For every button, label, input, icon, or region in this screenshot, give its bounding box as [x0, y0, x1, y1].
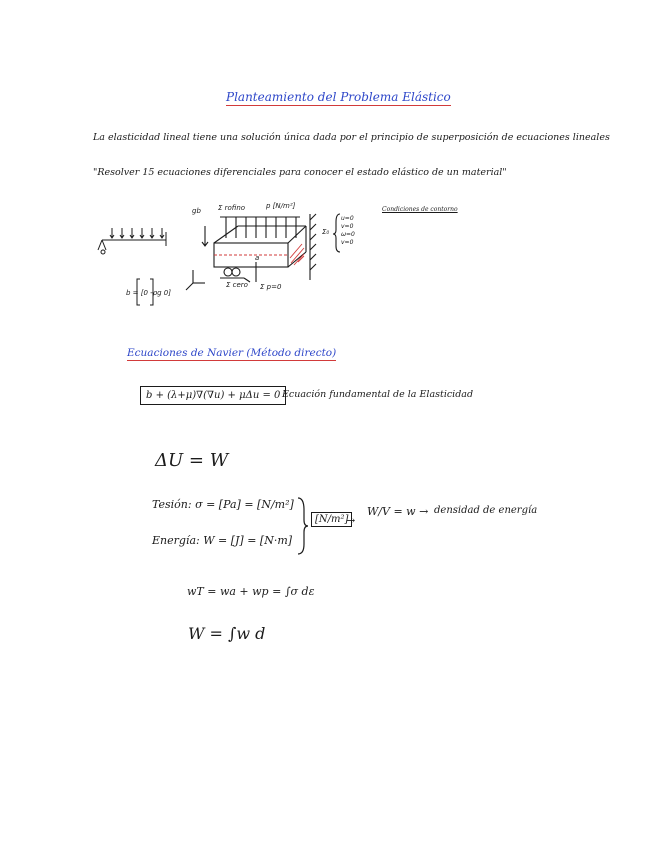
- units-arrow: →: [346, 514, 356, 527]
- sigma-cero-label: Σ cero: [226, 281, 248, 289]
- navier-heading: Ecuaciones de Navier (Método directo): [127, 347, 337, 359]
- w-integral-equation: W = ∫w d: [188, 624, 266, 643]
- gb-label: gb: [192, 207, 201, 215]
- du-equation: ΔU = W: [155, 450, 229, 471]
- page-title: Planteamiento del Problema Elástico: [226, 90, 451, 104]
- a-label: a: [255, 254, 260, 262]
- sigma-zero-label: Σ₀: [322, 228, 330, 236]
- intro-line-1: La elasticidad lineal tiene una solución única dada por el principio de superposición de ecuaciones lineales: [93, 132, 610, 143]
- boundary-conditions-heading: Condiciones de contorno: [382, 206, 458, 213]
- energy-equation: Energía: W = [J] = [N·m]: [152, 534, 293, 547]
- sigma-label: Σ rofino: [218, 204, 246, 212]
- energy-density-label: densidad de energía: [434, 505, 538, 516]
- intro-line-2: "Resolver 15 ecuaciones diferenciales para conocer el estado elástico de un material": [93, 167, 507, 178]
- pressure-label: p [N/m²]: [266, 202, 296, 210]
- w-over-v: W/V = w →: [367, 505, 429, 518]
- wt-equation: wT = wa + wp = ∫σ dε: [187, 585, 315, 598]
- b-vector: b = [0 -ρg 0]: [126, 289, 171, 297]
- navier-equation: b + (λ+μ)∇(∇u) + μΔu = 0: [140, 386, 286, 405]
- tension-equation: Tesión: σ = [Pa] = [N/m²]: [152, 498, 294, 511]
- navier-caption: Ecuación fundamental de la Elasticidad: [282, 389, 474, 400]
- sigma-p-label: Σ p=0: [260, 283, 282, 291]
- boundary-conditions: u=0 v=0 ω=0 v=0: [341, 215, 355, 246]
- units-box: [N/m²]: [311, 512, 352, 527]
